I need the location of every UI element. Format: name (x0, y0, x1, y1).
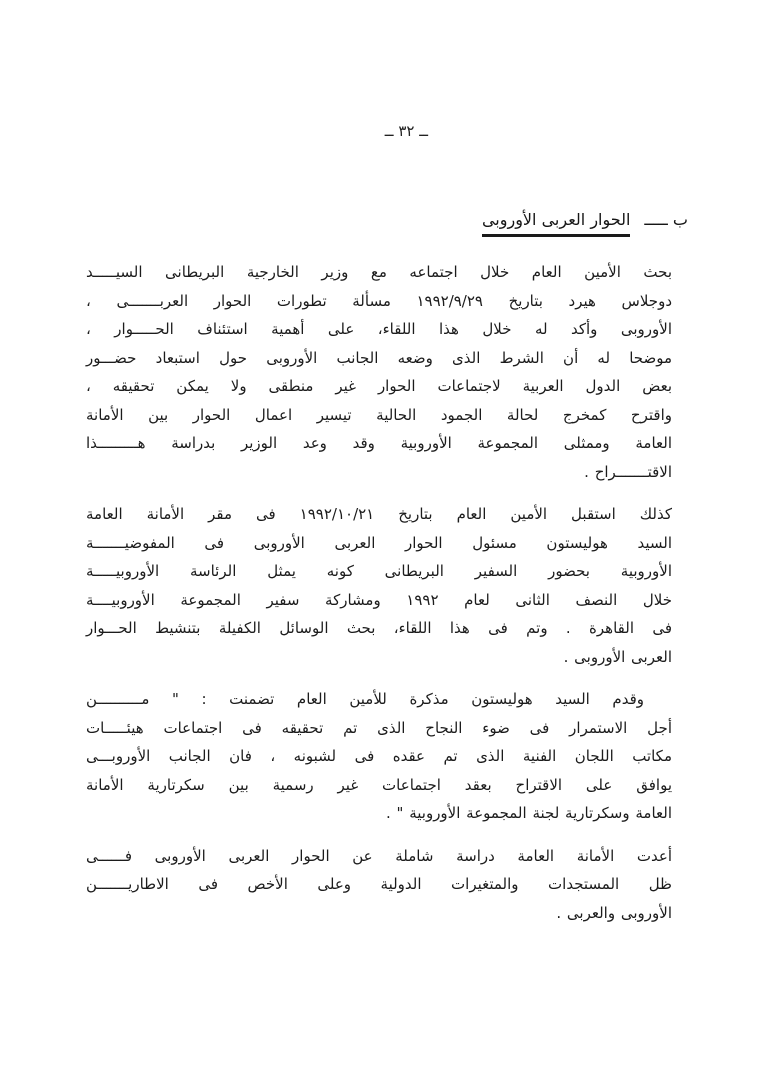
text-line: خلال النصف الثانى لعام ١٩٩٢ ومشاركة سفير المجموعة الأوروبيــــة (86, 590, 672, 609)
text-line: أجل الاستمرار فى ضوء النجاح الذى تم تحقيقه فى اجتماعات هيئـــــات (86, 718, 672, 737)
paragraph (86, 500, 672, 671)
document-body (86, 258, 672, 941)
text-line: الأوروبى والعربى . (556, 903, 672, 922)
section-title: الحوار العربى الأوروبى (482, 210, 630, 237)
text-line: الأوروبية بحضور السفير البريطانى كونه يمثل الرئاسة الأوروبيـــــة (86, 562, 672, 580)
section-marker: ب ـــــ (644, 210, 688, 229)
text-line: واقترح كمخرج لحالة الجمود الحالية تيسير اعمال الحوار بين الأمانة (86, 405, 672, 424)
page-number: ــ ٣٢ ــ (384, 122, 428, 140)
text-line: كذلك استقبل الأمين العام بتاريخ ١٩٩٢/١٠/٢١ فى مقر الأمانة العامة (86, 505, 673, 523)
text-line: الاقتـــــــراح . (584, 462, 672, 481)
text-line: العربى الأوروبى . (563, 647, 672, 666)
text-line: فى القاهرة . وتم فى هذا اللقاء، بحث الوسائل الكفيلة بتنشيط الحـــوار (86, 619, 672, 637)
text-line: العامة وسكرتارية لجنة المجموعة الأوروبية " . (386, 804, 672, 822)
text-line: بحث الأمين العام خلال اجتماعه مع وزير الخارجية البريطانى السيـــــد (86, 263, 672, 281)
text-line: أعدت الأمانة العامة دراسة شاملة عن الحوار العربى الأوروبى فــــــى (86, 846, 672, 865)
text-line: السيد هوليستون مسئول الحوار العربى الأوروبى فى المفوضيـــــــة (86, 533, 672, 552)
text-line: ظل المستجدات والمتغيرات الدولية وعلى الأخص فى الاطاريـــــــن (86, 875, 672, 893)
text-line: وقدم السيد هوليستون مذكرة للأمين العام تضمنت : " مــــــــــن (86, 690, 644, 708)
text-line: يوافق على الاقتراح بعقد اجتماعات غير رسمية بين سكرتارية الأمانة (86, 775, 672, 794)
text-line: الأوروبى وأكد له خلال هذا اللقاء، على أهمية استئناف الحـــــوار ، (86, 320, 672, 338)
text-line: مكاتب اللجان الفنية الذى تم عقده فى لشبونه ، فان الجانب الأوروبـــى (86, 747, 672, 765)
section-heading (482, 210, 688, 237)
text-line: العامة وممثلى المجموعة الأوروبية وقد وعد الوزير بدراسة هـــــــــذا (86, 434, 672, 452)
text-line: موضحا له أن الشرط الذى وضعه الجانب الأوروبى حول استبعاد حضـــور (86, 348, 672, 367)
text-line: بعض الدول العربية لاجتماعات الحوار غير منطقى ولا يمكن تحقيقه ، (86, 377, 672, 395)
text-line: دوجلاس هيرد بتاريخ ١٩٩٢/٩/٢٩ مسألة تطورات الحوار العربـــــــى ، (86, 291, 673, 310)
paragraph (86, 842, 672, 928)
paragraph (86, 685, 672, 828)
paragraph (86, 258, 672, 486)
